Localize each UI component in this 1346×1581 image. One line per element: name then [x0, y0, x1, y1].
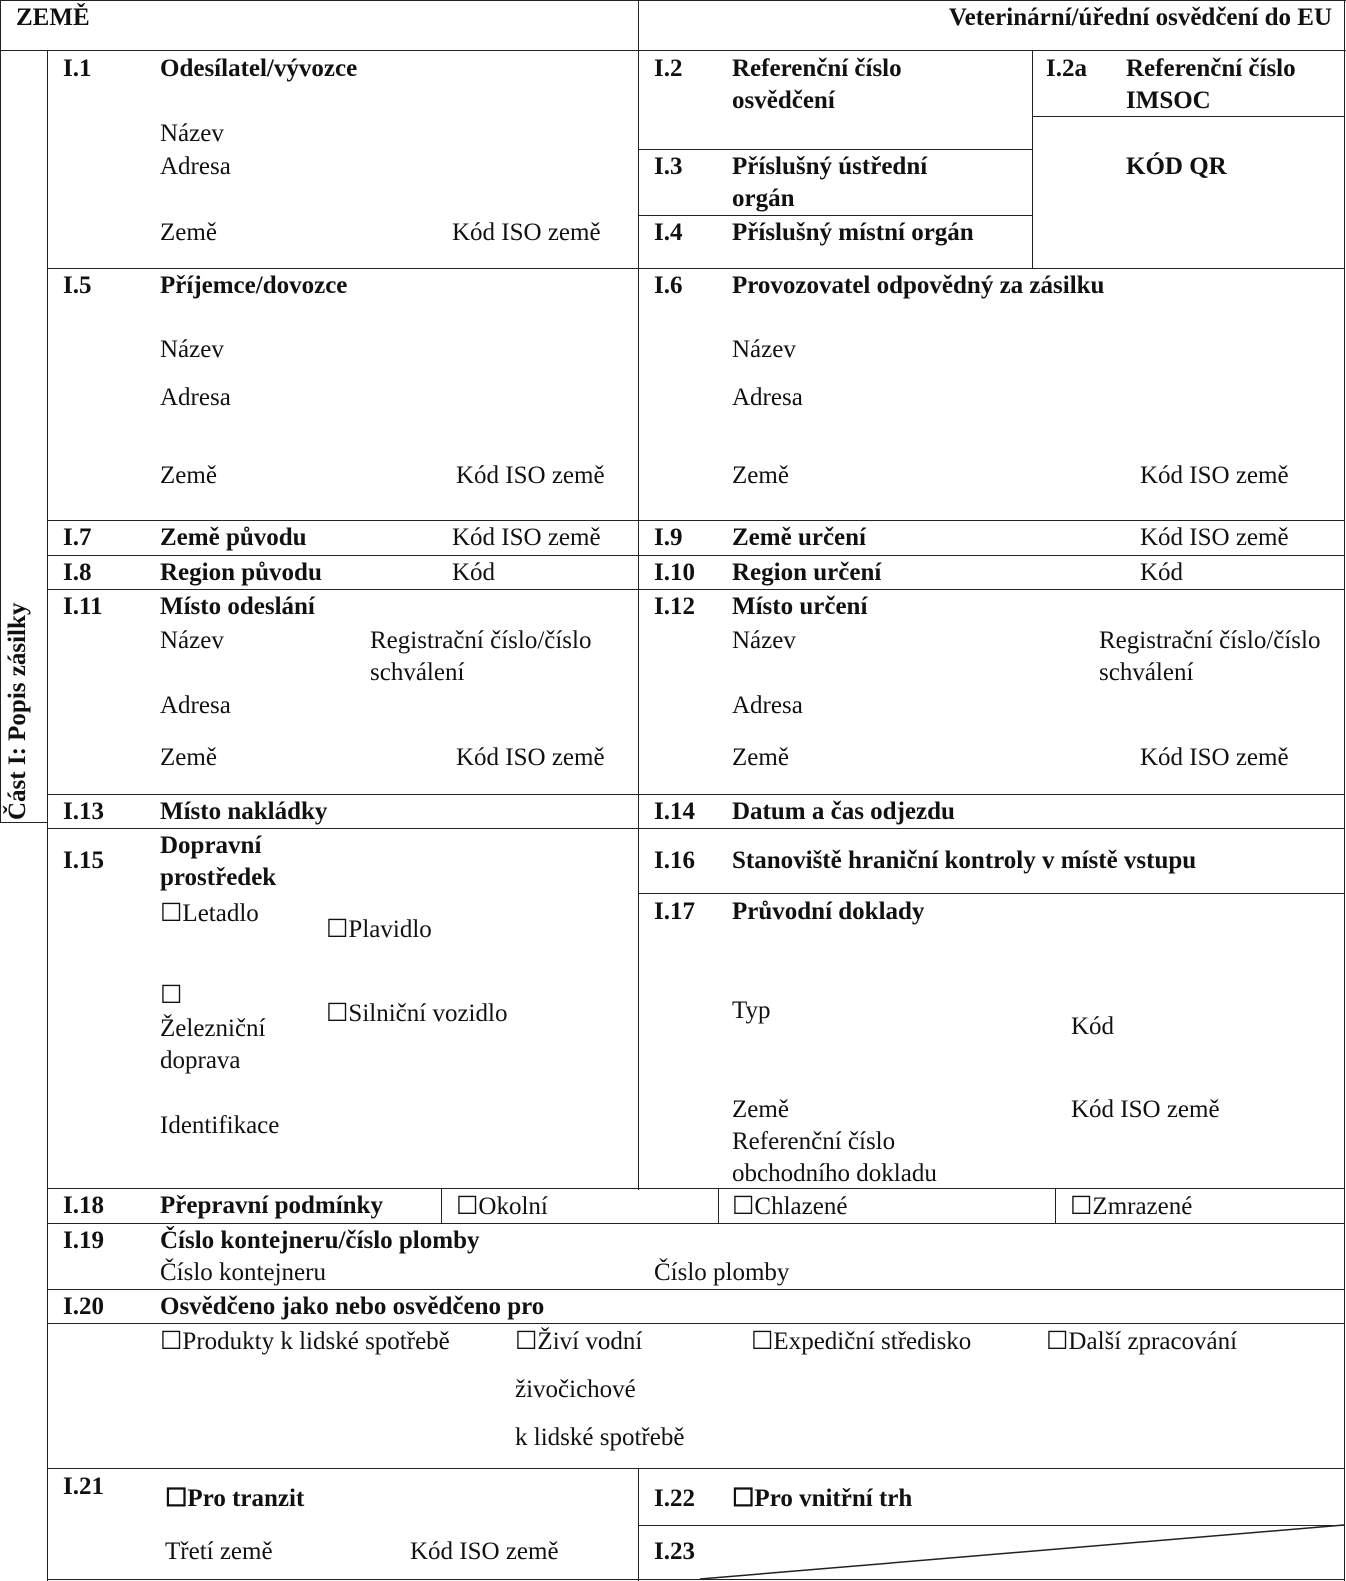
i4-title: Příslušný místní orgán — [732, 219, 974, 246]
i17-number: I.17 — [654, 898, 695, 925]
i19-number: I.19 — [63, 1227, 104, 1254]
i1-iso: Kód ISO země — [452, 219, 601, 246]
i12-country: Země — [732, 744, 789, 771]
i10-number: I.10 — [654, 559, 695, 586]
i15-option-vessel[interactable]: ☐Plavidlo — [326, 916, 432, 943]
i6-name: Název — [732, 336, 796, 363]
i6-country: Země — [732, 462, 789, 489]
i21-third-country: Třetí země — [165, 1538, 273, 1565]
i12-name: Název — [732, 627, 796, 654]
i23-number: I.23 — [654, 1538, 695, 1565]
checkbox-icon: ☐ — [160, 1328, 183, 1355]
i17-iso: Kód ISO země — [1071, 1096, 1220, 1123]
i11-reg: Registrační číslo/číslo schválení — [370, 627, 592, 686]
i22-option-internal-market[interactable]: ☐Pro vnitřní trh — [732, 1485, 913, 1512]
i6-iso: Kód ISO země — [1140, 462, 1289, 489]
checkbox-icon: ☐ — [732, 1193, 755, 1220]
i18-title: Přepravní podmínky — [160, 1192, 383, 1219]
i7-number: I.7 — [63, 524, 92, 551]
i5-title: Příjemce/dovozce — [160, 272, 348, 299]
i15-number: I.15 — [63, 847, 104, 874]
header-cert-title: Veterinární/úřední osvědčení do EU — [948, 4, 1332, 31]
i19-title: Číslo kontejneru/číslo plomby — [160, 1227, 480, 1254]
i18-option-frozen[interactable]: ☐Zmrazené — [1070, 1193, 1193, 1220]
i6-number: I.6 — [654, 272, 683, 299]
i21-iso: Kód ISO země — [410, 1538, 559, 1565]
i20-option-live-aquatic-line3: k lidské spotřebě — [515, 1424, 685, 1451]
i20-option-live-aquatic-line2: živočichové — [515, 1376, 636, 1403]
i22-number: I.22 — [654, 1485, 695, 1512]
i9-number: I.9 — [654, 524, 683, 551]
i5-number: I.5 — [63, 272, 92, 299]
i14-title: Datum a čas odjezdu — [732, 798, 955, 825]
i5-iso: Kód ISO země — [456, 462, 605, 489]
i15-option-road[interactable]: ☐Silniční vozidlo — [326, 1000, 508, 1027]
i11-title: Místo odeslání — [160, 593, 315, 620]
i10-title: Region určení — [732, 559, 882, 586]
i15-option-railway-label: Železniční doprava — [160, 1015, 266, 1074]
i20-option-dispatch-centre[interactable]: ☐Expediční středisko — [751, 1328, 972, 1355]
i12-reg: Registrační číslo/číslo schválení — [1099, 627, 1321, 686]
checkbox-icon: ☐ — [732, 1485, 755, 1512]
i12-iso: Kód ISO země — [1140, 744, 1289, 771]
i13-title: Místo nakládky — [160, 798, 328, 825]
checkbox-icon: ☐ — [326, 1000, 349, 1027]
i11-number: I.11 — [63, 593, 103, 620]
i2-title: Referenční číslo osvědčení — [732, 55, 902, 114]
i6-address: Adresa — [732, 384, 803, 411]
i9-iso: Kód ISO země — [1140, 524, 1289, 551]
header-country: ZEMĚ — [16, 4, 90, 31]
i11-name: Název — [160, 627, 224, 654]
i11-address: Adresa — [160, 692, 231, 719]
i20-title: Osvědčeno jako nebo osvědčeno pro — [160, 1293, 545, 1320]
i15-option-aircraft[interactable]: ☐Letadlo — [160, 900, 259, 927]
i15-identification: Identifikace — [160, 1112, 280, 1139]
i5-address: Adresa — [160, 384, 231, 411]
i11-iso: Kód ISO země — [456, 744, 605, 771]
i17-title: Průvodní doklady — [732, 898, 925, 925]
i2a-qr-code: KÓD QR — [1126, 153, 1227, 180]
i20-option-human-consumption[interactable]: ☐Produkty k lidské spotřebě — [160, 1328, 450, 1355]
i9-title: Země určení — [732, 524, 866, 551]
i1-address: Adresa — [160, 153, 231, 180]
i5-name: Název — [160, 336, 224, 363]
i15-option-railway-checkbox[interactable]: ☐ — [160, 982, 183, 1009]
i2a-title: Referenční číslo IMSOC — [1126, 55, 1296, 114]
i21-option-transit[interactable]: ☐Pro tranzit — [165, 1485, 305, 1512]
i1-title: Odesílatel/vývozce — [160, 55, 358, 82]
i2a-number: I.2a — [1046, 55, 1087, 82]
i1-name: Název — [160, 120, 224, 147]
i8-title: Region původu — [160, 559, 322, 586]
checkbox-icon: ☐ — [1070, 1193, 1093, 1220]
i18-option-ambient[interactable]: ☐Okolní — [456, 1193, 548, 1220]
checkbox-icon: ☐ — [1046, 1328, 1069, 1355]
i11-country: Země — [160, 744, 217, 771]
i10-code: Kód — [1140, 559, 1184, 586]
i13-number: I.13 — [63, 798, 104, 825]
i20-option-further-processing[interactable]: ☐Další zpracování — [1046, 1328, 1238, 1355]
i16-title: Stanoviště hraniční kontroly v místě vstupu — [732, 847, 1197, 874]
i8-code: Kód — [452, 559, 496, 586]
i18-number: I.18 — [63, 1192, 104, 1219]
i17-code: Kód — [1071, 1013, 1115, 1040]
checkbox-icon: ☐ — [165, 1485, 188, 1512]
i17-country: Země — [732, 1096, 789, 1123]
i18-option-chilled[interactable]: ☐Chlazené — [732, 1193, 848, 1220]
checkbox-icon: ☐ — [515, 1328, 538, 1355]
i21-number: I.21 — [63, 1473, 104, 1500]
i17-type: Typ — [732, 997, 771, 1024]
i6-title: Provozovatel odpovědný za zásilku — [732, 272, 1105, 299]
checkbox-icon: ☐ — [326, 916, 349, 943]
i19-container: Číslo kontejneru — [160, 1259, 326, 1286]
i3-number: I.3 — [654, 153, 683, 180]
checkbox-icon: ☐ — [456, 1193, 479, 1220]
i4-number: I.4 — [654, 219, 683, 246]
checkbox-icon: ☐ — [160, 900, 183, 927]
i15-title: Dopravní prostředek — [160, 832, 277, 891]
i14-number: I.14 — [654, 798, 695, 825]
checkbox-icon: ☐ — [751, 1328, 774, 1355]
i20-number: I.20 — [63, 1293, 104, 1320]
i5-country: Země — [160, 462, 217, 489]
i8-number: I.8 — [63, 559, 92, 586]
i3-title: Příslušný ústřední orgán — [732, 153, 928, 212]
i1-country: Země — [160, 219, 217, 246]
i7-title: Země původu — [160, 524, 307, 551]
i20-option-live-aquatic[interactable]: ☐Živí vodní — [515, 1328, 643, 1355]
i12-address: Adresa — [732, 692, 803, 719]
i19-seal: Číslo plomby — [654, 1259, 790, 1286]
i12-title: Místo určení — [732, 593, 868, 620]
i16-number: I.16 — [654, 847, 695, 874]
i7-iso: Kód ISO země — [452, 524, 601, 551]
i2-number: I.2 — [654, 55, 683, 82]
i12-number: I.12 — [654, 593, 695, 620]
i17-ref: Referenční číslo obchodního dokladu — [732, 1128, 937, 1187]
i1-number: I.1 — [63, 55, 92, 82]
